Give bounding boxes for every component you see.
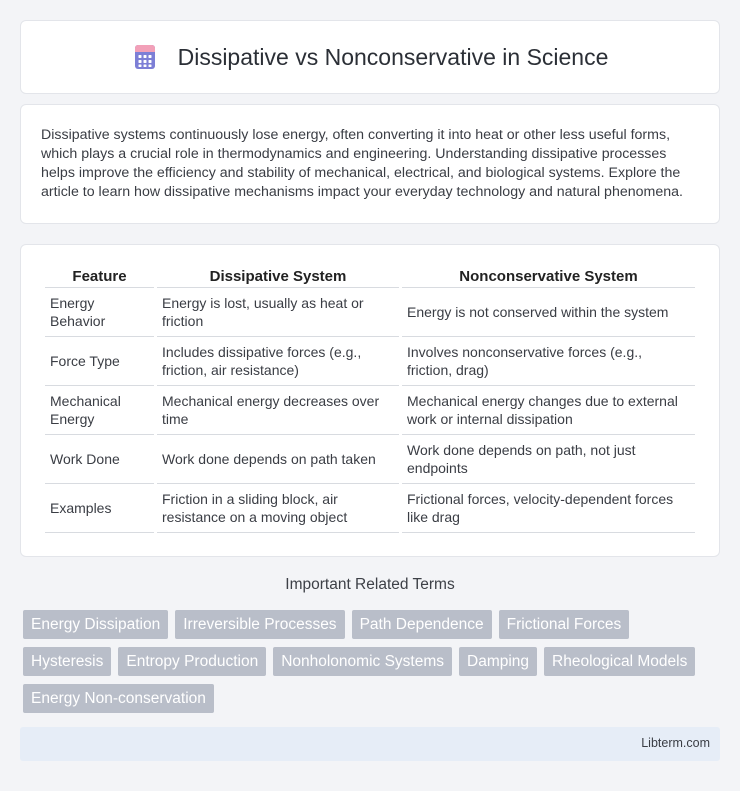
table-cell: Mechanical energy changes due to external work or internal dissipation — [402, 386, 695, 435]
table-row — [45, 484, 695, 533]
column-header: Nonconservative System — [402, 265, 695, 288]
related-terms-list — [23, 610, 723, 713]
table-row — [45, 435, 695, 484]
comparison-card — [20, 244, 720, 557]
related-terms-heading: Important Related Terms — [285, 576, 455, 593]
intro-card — [20, 104, 720, 224]
term-tag[interactable]: Hysteresis — [23, 647, 111, 676]
table-cell: Mechanical energy decreases over time — [157, 386, 399, 435]
table-cell: Work Done — [45, 435, 154, 484]
table-cell: Mechanical Energy — [45, 386, 154, 435]
table-cell: Energy Behavior — [45, 288, 154, 337]
term-tag[interactable]: Energy Non-conservation — [23, 684, 214, 713]
comparison-table — [42, 265, 698, 533]
table-row — [45, 288, 695, 337]
table-row — [45, 337, 695, 386]
term-tag[interactable]: Path Dependence — [352, 610, 492, 639]
table-cell: Examples — [45, 484, 154, 533]
table-cell: Energy is not conserved within the system — [402, 288, 695, 337]
table-header-row — [45, 265, 695, 288]
column-header: Feature — [45, 265, 154, 288]
table-cell: Energy is lost, usually as heat or friction — [157, 288, 399, 337]
table-cell: Friction in a sliding block, air resistance on a moving object — [157, 484, 399, 533]
table-cell: Involves nonconservative forces (e.g., friction, drag) — [402, 337, 695, 386]
table-cell: Frictional forces, velocity-dependent forces like drag — [402, 484, 695, 533]
table-cell: Force Type — [45, 337, 154, 386]
term-tag[interactable]: Damping — [459, 647, 537, 676]
footer-site-link[interactable]: Libterm.com — [641, 736, 710, 750]
table-cell: Work done depends on path, not just endpoints — [402, 435, 695, 484]
title-card — [20, 20, 720, 94]
table-cell: Work done depends on path taken — [157, 435, 399, 484]
intro-text: Dissipative systems continuously lose energy, often converting it into heat or other less useful forms, which plays a crucial role in thermodynamics and engineering. Understanding dissipative processes helps improve the efficiency and stability of mechanical, electrical, and biological systems. Explore the article to learn how dissipative mechanisms impact your everyday technology and natural phenomena. — [41, 127, 683, 200]
term-tag[interactable]: Energy Dissipation — [23, 610, 168, 639]
footer — [20, 727, 720, 761]
table-row — [45, 386, 695, 435]
table-cell: Includes dissipative forces (e.g., friction, air resistance) — [157, 337, 399, 386]
page-title: Dissipative vs Nonconservative in Science — [177, 43, 609, 70]
term-tag[interactable]: Nonholonomic Systems — [273, 647, 452, 676]
term-tag[interactable]: Rheological Models — [544, 647, 695, 676]
column-header: Dissipative System — [157, 265, 399, 288]
term-tag[interactable]: Entropy Production — [118, 647, 266, 676]
term-tag[interactable]: Irreversible Processes — [175, 610, 344, 639]
term-tag[interactable]: Frictional Forces — [499, 610, 630, 639]
calculator-icon — [132, 44, 158, 70]
